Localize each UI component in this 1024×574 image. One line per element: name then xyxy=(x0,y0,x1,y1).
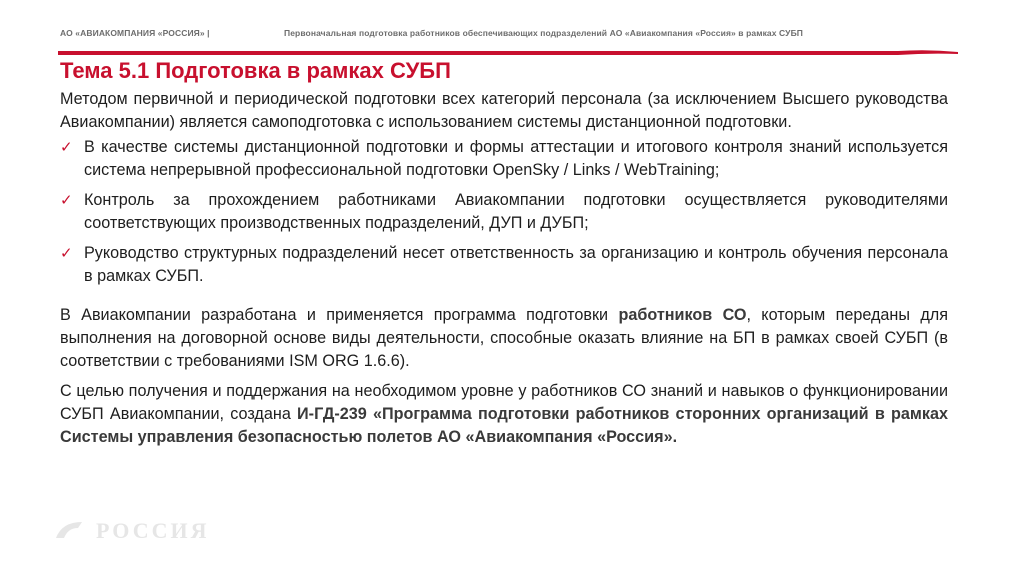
list-item xyxy=(60,189,948,235)
para2-highlight: работников СО xyxy=(618,306,747,324)
bullet-text: Руководство структурных подразделений несет ответственность за организацию и контроль обучения персонала в рамках СУБП. xyxy=(84,244,948,285)
paragraph-instruction xyxy=(60,380,948,449)
bullet-text: Контроль за прохождением работниками Авиакомпании подготовки осуществляется руководителями соответствующих производственных подразделений, ДУП и ДУБП; xyxy=(84,191,948,232)
para3-highlight: И-ГД-239 «Программа подготовки работников сторонних организаций в рамках Системы управления безопасностью полетов АО «Авиакомпания «Россия». xyxy=(60,405,948,446)
para3-text: С целью получения и поддержания на необходимом уровне у работников СО знаний и навыков о функционировании СУБП Авиакомпании, создана xyxy=(60,382,948,423)
check-icon: ✓ xyxy=(60,245,73,262)
logo-swoosh-icon xyxy=(56,522,82,538)
list-item xyxy=(60,242,948,288)
check-icon: ✓ xyxy=(60,139,73,156)
bullet-text: В качестве системы дистанционной подготовки и формы аттестации и итогового контроля знаний используется система непрерывной профессиональной подготовки OpenSky / Links / WebTraining; xyxy=(84,138,948,179)
check-icon: ✓ xyxy=(60,192,73,209)
intro-paragraph: Методом первичной и периодической подготовки всех категорий персонала (за исключением Высшего руководства Авиакомпании) является самоподготовка с использованием системы дистанционной подготовки. xyxy=(60,90,948,131)
rossiya-logo xyxy=(52,516,262,544)
logo-text: РОССИЯ xyxy=(96,518,210,543)
header-company: АО «АВИАКОМПАНИЯ «РОССИЯ» | xyxy=(60,28,210,38)
body-content xyxy=(60,88,948,449)
list-item xyxy=(60,136,948,182)
bullet-list xyxy=(60,136,948,288)
header-rule xyxy=(58,46,958,58)
header xyxy=(60,28,960,42)
slide-title: Тема 5.1 Подготовка в рамках СУБП xyxy=(60,58,451,83)
header-subtitle: Первоначальная подготовка работников обеспечивающих подразделений АО «Авиакомпания «Россия» в рамках СУБП xyxy=(284,28,803,38)
paragraph-co-program xyxy=(60,304,948,373)
para2-text: В Авиакомпании разработана и применяется программа подготовки xyxy=(60,306,619,324)
para2-text-end: , которым переданы для выполнения на договорной основе виды деятельности, способные оказать влияние на БП в рамках своей СУБП (в соответствии с требованиями ISM ORG 1.6.6). xyxy=(60,306,949,370)
